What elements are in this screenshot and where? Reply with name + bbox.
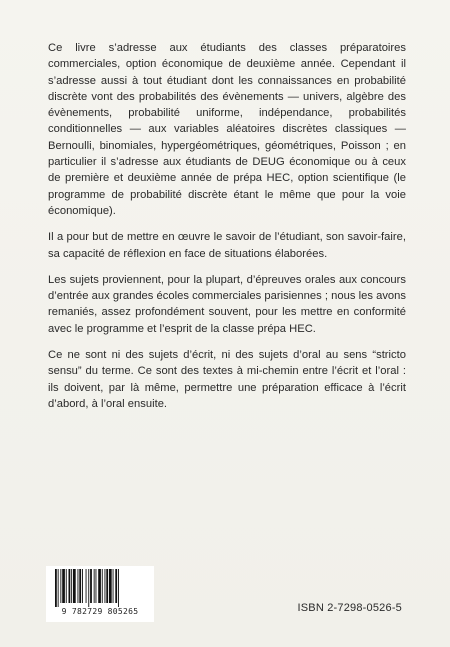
barcode-bar xyxy=(79,569,81,603)
paragraph-nature: Ce ne sont ni des sujets d’écrit, ni des sujets d’oral au sens “stricto sensu” du terme. Ce sont des textes à mi-chemin entre l’écrit et l’oral : ils doivent, par là même, permettre une préparation efficace à l’écrit d’abord, à l’oral ensuite. xyxy=(48,349,406,410)
barcode-bar xyxy=(115,569,117,603)
barcode-bars xyxy=(54,569,146,607)
barcode-bar xyxy=(106,569,108,603)
barcode-bar xyxy=(73,569,76,603)
barcode-bar xyxy=(113,569,114,603)
barcode-bar xyxy=(78,569,79,603)
barcode-bar xyxy=(102,569,103,603)
paragraph-sources: Les sujets proviennent, pour la plupart, d’épreuves orales aux concours d’entrée aux grandes écoles commerciales parisiennes ; nous les avons remaniés, assez profondément souvent, pour les mettre en conformité avec le programme et l’esprit de la classe prépa HEC. xyxy=(48,273,406,335)
barcode-bar xyxy=(66,569,67,603)
barcode-bar xyxy=(118,569,119,607)
barcode-bar xyxy=(86,569,87,603)
barcode-bar xyxy=(62,569,65,603)
paragraph-audience: Ce livre s’adresse aux étudiants des classes préparatoires commerciales, option économique de deuxième année. Cependant il s’adresse aussi à tout étudiant dont les connaissances en probabilité discrète vont des probabilités des évènements — univers, algèbre des évènements, probabilité uniforme, indépendance, probabilités conditionnelles — aux variables aléatoires discrètes classiques — Bernoulli, binomiales, hypergéométriques, géométriques, Poisson ; en particulier il s’adresse aux étudiants de DEUG économique ou à ceux de première et deuxième année de prépa HEC, option scientifique (le programme de probabilité discrète étant le même que pour la voie économique). xyxy=(48,42,406,217)
barcode-digits: 9 782729 805265 xyxy=(61,607,139,616)
barcode-bar xyxy=(71,569,72,603)
isbn-label: ISBN 2-7298-0526-5 xyxy=(297,602,402,614)
barcode-bar xyxy=(88,569,89,607)
barcode-bar xyxy=(105,569,106,603)
paragraph-goal: Il a pour but de mettre en œuvre le savoir de l’étudiant, son savoir-faire, sa capacité de réflexion en face de situations élaborées. xyxy=(48,231,406,260)
barcode-bar xyxy=(58,569,59,607)
barcode-bar xyxy=(94,569,95,603)
barcode-bar xyxy=(90,569,92,603)
barcode-bar xyxy=(82,569,83,603)
barcode-bar xyxy=(60,569,61,603)
barcode xyxy=(46,566,154,622)
blurb-text xyxy=(48,40,406,422)
barcode-bar xyxy=(55,569,57,607)
barcode-bar xyxy=(69,569,71,603)
barcode-bar xyxy=(109,569,112,603)
barcode-bar xyxy=(96,569,97,603)
barcode-bar xyxy=(98,569,101,603)
